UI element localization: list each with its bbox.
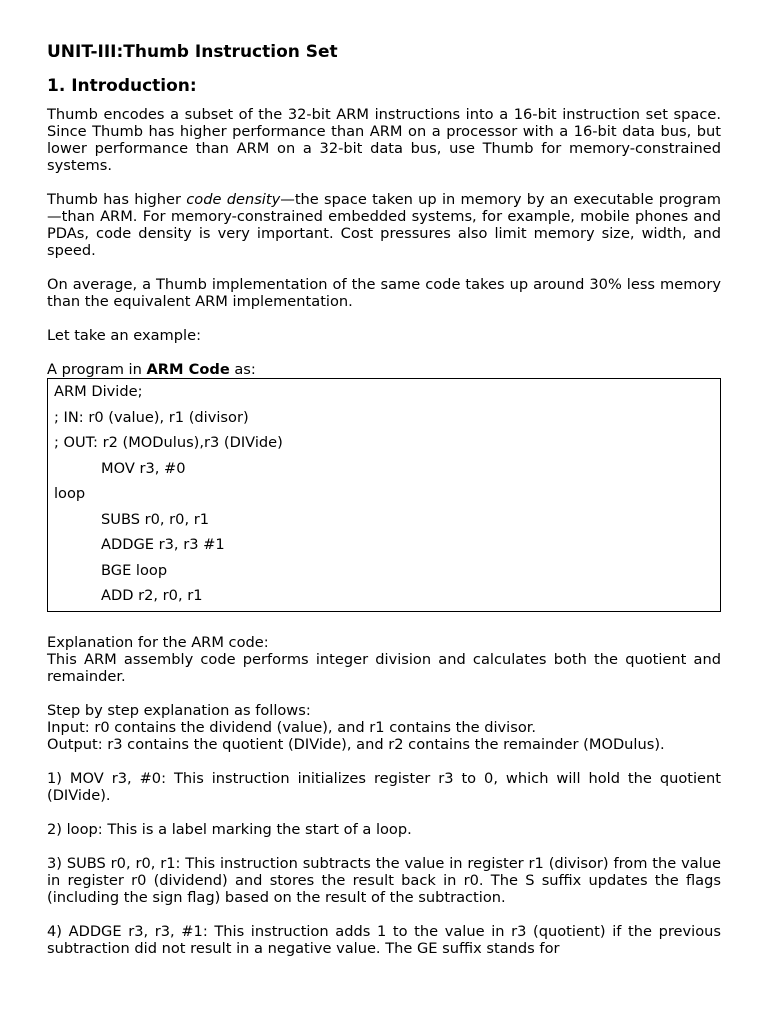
- step-item: 4) ADDGE r3, r3, #1: This instruction adds 1 to the value in r3 (quotient) if the previous subtraction did not result in a negative value. The GE suffix stands for: [47, 922, 721, 957]
- program-intro-after: as:: [229, 361, 256, 378]
- code-line: loop: [54, 485, 86, 502]
- arm-code-box: [47, 378, 721, 612]
- code-density-text-after: —the space taken up in memory by an executable program—than ARM. For memory-constrained embedded systems, for example, mobile phones and PDAs, code density is very important. Cost pressures also limit memory size, width, and speed.: [47, 191, 722, 259]
- code-density-paragraph: [47, 191, 721, 259]
- code-line: ; IN: r0 (value), r1 (divisor): [54, 408, 249, 426]
- section-title: 1. Introduction:: [47, 76, 197, 96]
- output-line: Output: r3 contains the quotient (DIVide), and r2 contains the remainder (MODulus).: [47, 735, 665, 753]
- code-density-text-before: Thumb has higher: [47, 191, 187, 208]
- explanation-heading: Explanation for the ARM code:: [47, 633, 269, 651]
- program-intro: [47, 361, 721, 378]
- code-density-term: code density: [186, 191, 281, 208]
- program-intro-bold: ARM Code: [146, 361, 230, 378]
- code-line: SUBS r0, r0, r1: [101, 510, 210, 528]
- explanation-text: This ARM assembly code performs integer division and calculates both the quotient and remainder.: [47, 650, 721, 685]
- step-item: 2) loop: This is a label marking the start of a loop.: [47, 820, 412, 838]
- code-line: ; OUT: r2 (MODulus),r3 (DIVide): [54, 434, 283, 451]
- steps-heading: Step by step explanation as follows:: [47, 701, 311, 719]
- step-item: 1) MOV r3, #0: This instruction initializes register r3 to 0, which will hold the quotient (DIVide).: [47, 769, 721, 804]
- example-intro: Let take an example:: [47, 327, 201, 344]
- intro-paragraph: Thumb encodes a subset of the 32-bit ARM instructions into a 16-bit instruction set space. Since Thumb has higher performance than ARM on a processor with a 16-bit data bus, but lower performance than ARM on a 32-bit data bus, use Thumb for memory-constrained systems.: [47, 106, 721, 174]
- unit-title: UNIT-III:Thumb Instruction Set: [47, 42, 338, 62]
- program-intro-before: A program in: [47, 361, 147, 378]
- input-line: Input: r0 contains the dividend (value), and r1 contains the divisor.: [47, 718, 537, 736]
- code-line: MOV r3, #0: [101, 459, 186, 477]
- code-line: ADDGE r3, r3 #1: [101, 536, 225, 553]
- code-line: BGE loop: [101, 561, 168, 579]
- step-item: 3) SUBS r0, r0, r1: This instruction subtracts the value in register r1 (divisor) from the value in register r0 (dividend) and stores the result back in r0. The S suffix updates the flags (including the sign flag) based on the result of the subtraction.: [47, 854, 721, 906]
- code-line: ARM Divide;: [54, 383, 143, 400]
- average-size-paragraph: On average, a Thumb implementation of the same code takes up around 30% less memory than the equivalent ARM implementation.: [47, 276, 721, 310]
- code-line: ADD r2, r0, r1: [101, 587, 203, 604]
